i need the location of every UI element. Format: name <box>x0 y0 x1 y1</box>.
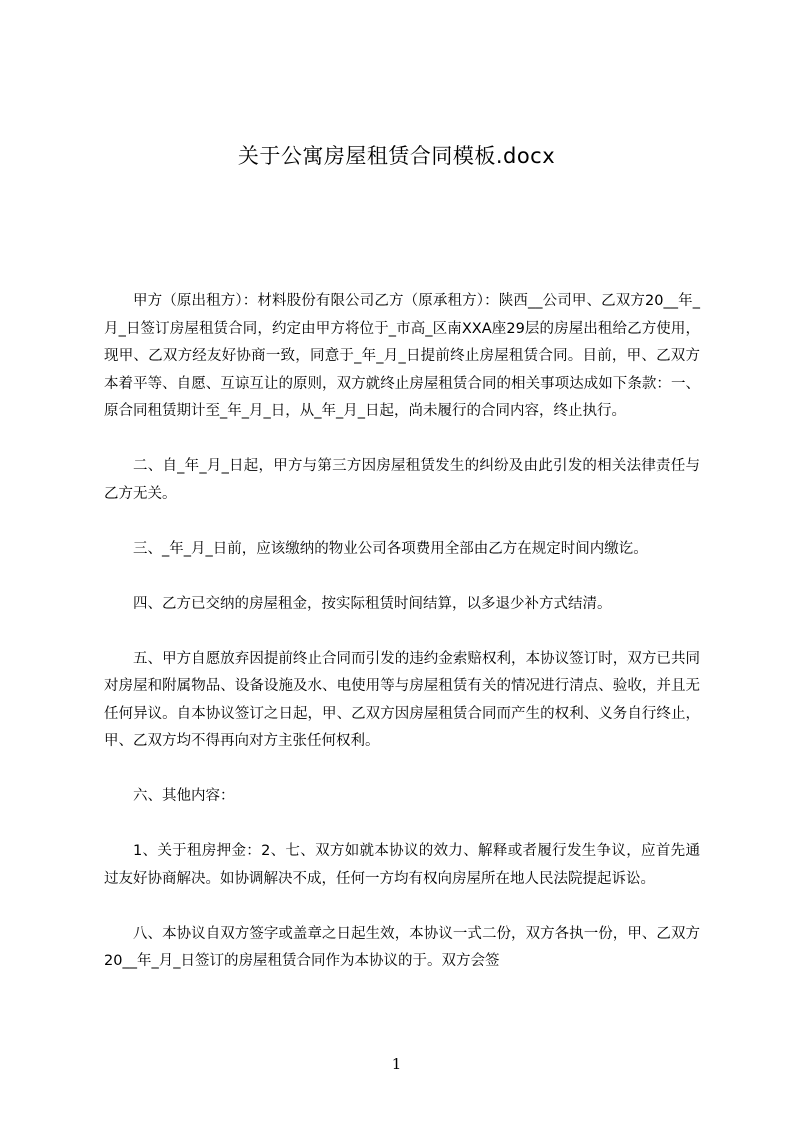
paragraph-clause-8: 八、本协议自双方签字或盖章之日起生效，本协议一式二份，双方各执一份，甲、乙双方20__年_月_日签订的房屋租赁合同作为本协议的于。双方会签 <box>104 925 700 969</box>
paragraph-deposit-and-disputes: 1、关于租房押金：2、七、双方如就本协议的效力、解释或者履行发生争议，应首先通过友好协商解决。如协调解决不成，任何一方均有权向房屋所在地人民法院提起诉讼。 <box>104 843 700 887</box>
document-body <box>104 288 700 976</box>
paragraph-clause-5: 五、甲方自愿放弃因提前终止合同而引发的违约金索赔权利，本协议签订时，双方已共同对房屋和附属物品、设备设施及水、电使用等与房屋租赁有关的情况进行清点、验收，并且无任何异议。自本协议签订之日起，甲、乙双方因房屋租赁合同而产生的权利、义务自行终止，甲、乙双方均不得再向对方主张任何权利。 <box>104 650 700 749</box>
paragraph-clause-3: 三、_年_月_日前，应该缴纳的物业公司各项费用全部由乙方在规定时间内缴讫。 <box>133 540 648 557</box>
paragraph-clause-6: 六、其他内容： <box>133 788 235 804</box>
paragraph-clause-4: 四、乙方已交纳的房屋租金，按实际租赁时间结算，以多退少补方式结清。 <box>133 595 612 612</box>
paragraph-parties-and-clause-1: 甲方（原出租方）：材料股份有限公司乙方（原承租方）：陕西__公司甲、乙双方20__年_月_日签订房屋租赁合同，约定由甲方将位于_市高_区南XXA座29层的房屋出租给乙方使用，现甲、乙双方经友好协商一致，同意于_年_月_日提前终止房屋租赁合同。目前，甲、乙双方本着平等、自愿、互谅互让的原则，双方就终止房屋租赁合同的相关事项达成如下条款：一、原合同租赁期计至_年_月_日，从_年_月_日起，尚未履行的合同内容，终止执行。 <box>104 293 700 419</box>
paragraph-clause-2: 二、自_年_月_日起，甲方与第三方因房屋租赁发生的纠纷及由此引发的相关法律责任与乙方无关。 <box>104 458 700 502</box>
page-number: 1 <box>391 1055 402 1073</box>
document-title: 关于公寓房屋租赁合同模板.docx <box>237 144 556 168</box>
